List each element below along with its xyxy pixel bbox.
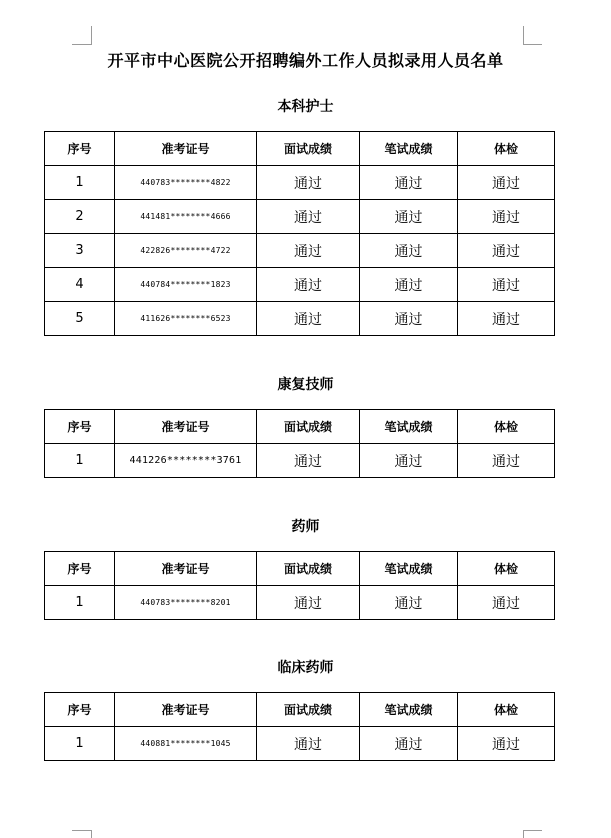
interview-result: 通过: [257, 234, 360, 268]
column-header-no: 序号: [45, 693, 115, 727]
column-header-no: 序号: [45, 552, 115, 586]
crop-mark: [91, 830, 92, 838]
exam-result: 通过: [458, 302, 555, 336]
table-header-row: [45, 552, 555, 586]
exam-id: 441226********3761: [115, 444, 257, 478]
results-table: [44, 692, 555, 761]
table-row: [45, 268, 555, 302]
column-header-written: 笔试成绩: [360, 410, 458, 444]
exam-result: 通过: [458, 166, 555, 200]
table-row: [45, 200, 555, 234]
exam-result: 通过: [458, 200, 555, 234]
column-header-written: 笔试成绩: [360, 552, 458, 586]
crop-mark: [523, 830, 542, 831]
exam-id: 440783********8201: [115, 586, 257, 620]
crop-mark: [523, 44, 542, 45]
table-header-row: [45, 132, 555, 166]
exam-result: 通过: [458, 444, 555, 478]
column-header-no: 序号: [45, 410, 115, 444]
column-header-id: 准考证号: [115, 410, 257, 444]
exam-id: 411626********6523: [115, 302, 257, 336]
table-row: [45, 234, 555, 268]
results-table: [44, 409, 555, 478]
section-title: 临床药师: [277, 660, 334, 676]
interview-result: 通过: [257, 302, 360, 336]
section-title: 本科护士: [277, 99, 334, 115]
exam-id: 422826********4722: [115, 234, 257, 268]
interview-result: 通过: [257, 444, 360, 478]
table-header-row: [45, 693, 555, 727]
row-number: 2: [45, 200, 115, 234]
interview-result: 通过: [257, 727, 360, 761]
row-number: 3: [45, 234, 115, 268]
column-header-id: 准考证号: [115, 132, 257, 166]
column-header-exam: 体检: [458, 552, 555, 586]
exam-result: 通过: [458, 586, 555, 620]
exam-id: 440784********1823: [115, 268, 257, 302]
interview-result: 通过: [257, 586, 360, 620]
exam-result: 通过: [458, 268, 555, 302]
interview-result: 通过: [257, 268, 360, 302]
written-result: 通过: [360, 234, 458, 268]
crop-mark: [72, 830, 91, 831]
row-number: 5: [45, 302, 115, 336]
row-number: 1: [45, 727, 115, 761]
written-result: 通过: [360, 302, 458, 336]
row-number: 1: [45, 586, 115, 620]
column-header-interview: 面试成绩: [257, 132, 360, 166]
interview-result: 通过: [257, 200, 360, 234]
column-header-interview: 面试成绩: [257, 552, 360, 586]
written-result: 通过: [360, 444, 458, 478]
column-header-interview: 面试成绩: [257, 410, 360, 444]
column-header-written: 笔试成绩: [360, 132, 458, 166]
row-number: 1: [45, 444, 115, 478]
row-number: 1: [45, 166, 115, 200]
column-header-exam: 体检: [458, 132, 555, 166]
column-header-interview: 面试成绩: [257, 693, 360, 727]
column-header-written: 笔试成绩: [360, 693, 458, 727]
written-result: 通过: [360, 166, 458, 200]
interview-result: 通过: [257, 166, 360, 200]
table-header-row: [45, 410, 555, 444]
exam-id: 440783********4822: [115, 166, 257, 200]
section-title: 康复技师: [277, 377, 334, 393]
table-row: [45, 302, 555, 336]
exam-result: 通过: [458, 727, 555, 761]
written-result: 通过: [360, 268, 458, 302]
column-header-exam: 体检: [458, 693, 555, 727]
section-title: 药师: [291, 519, 320, 535]
written-result: 通过: [360, 727, 458, 761]
exam-id: 441481********4666: [115, 200, 257, 234]
crop-mark: [523, 830, 524, 838]
results-table: [44, 131, 555, 336]
results-table: [44, 551, 555, 620]
crop-mark: [523, 26, 524, 45]
crop-mark: [72, 44, 91, 45]
column-header-id: 准考证号: [115, 552, 257, 586]
document-title: 开平市中心医院公开招聘编外工作人员拟录用人员名单: [107, 51, 504, 70]
table-row: [45, 586, 555, 620]
column-header-id: 准考证号: [115, 693, 257, 727]
crop-mark: [91, 26, 92, 45]
table-row: [45, 444, 555, 478]
table-row: [45, 166, 555, 200]
exam-result: 通过: [458, 234, 555, 268]
written-result: 通过: [360, 586, 458, 620]
written-result: 通过: [360, 200, 458, 234]
row-number: 4: [45, 268, 115, 302]
table-row: [45, 727, 555, 761]
exam-id: 440881********1045: [115, 727, 257, 761]
column-header-exam: 体检: [458, 410, 555, 444]
column-header-no: 序号: [45, 132, 115, 166]
